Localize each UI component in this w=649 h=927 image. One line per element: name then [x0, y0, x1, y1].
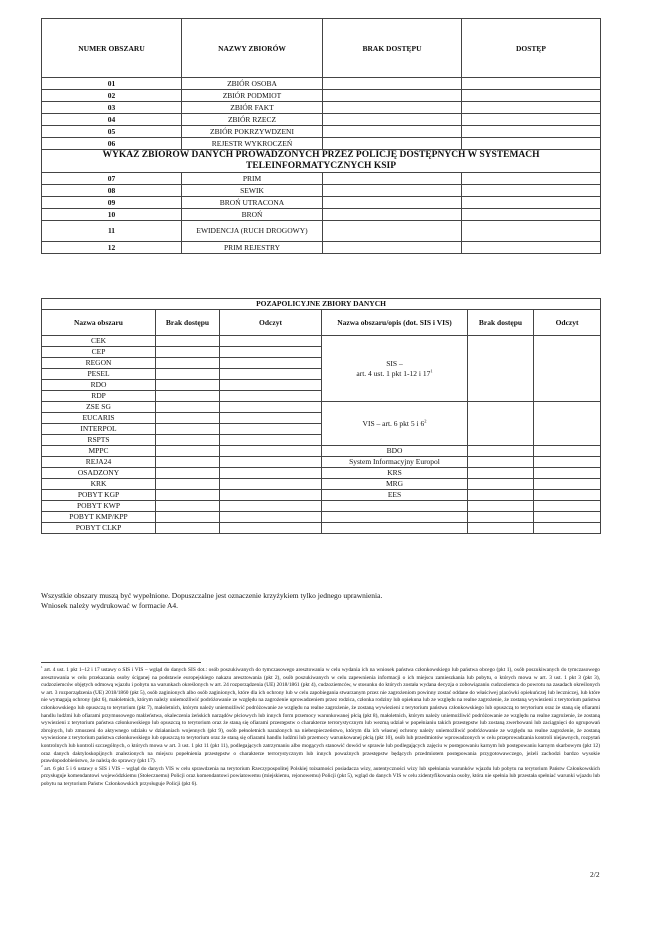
header-brak-dostepu: BRAK DOSTĘPU — [323, 19, 462, 78]
table-row: 06 REJESTR WYKROCZEŃ — [42, 138, 601, 150]
table-row: MPPC BDO — [42, 446, 601, 457]
brak-dostepu-cell[interactable] — [323, 78, 462, 90]
table-row: RDP — [42, 391, 601, 402]
table2-title: POZAPOLICYJNE ZBIORY DANYCH — [42, 299, 601, 310]
brak-dostepu-cell[interactable] — [323, 126, 462, 138]
odczyt-cell[interactable] — [220, 347, 322, 358]
dostep-cell[interactable] — [462, 173, 601, 185]
dostep-cell[interactable] — [462, 90, 601, 102]
brak-dostepu-cell[interactable] — [323, 114, 462, 126]
table-row: EUCARIS — [42, 413, 601, 424]
dostep-cell[interactable] — [462, 221, 601, 242]
brak-dostepu-cell[interactable] — [156, 424, 220, 435]
dostep-cell[interactable] — [462, 197, 601, 209]
table-row: REGON — [42, 358, 601, 369]
table-row: POBYT KGP EES — [42, 490, 601, 501]
table-row: 04 ZBIÓR RZECZ — [42, 114, 601, 126]
vis-brak-dostepu-cell[interactable] — [468, 402, 534, 446]
header-brak-dostepu-right: Brak dostępu — [468, 310, 534, 336]
brak-dostepu-cell[interactable] — [156, 391, 220, 402]
brak-dostepu-cell[interactable] — [156, 457, 220, 468]
header-nazwa-opis-sis-vis: Nazwa obszaru/opis (dot. SIS i VIS) — [322, 310, 468, 336]
brak-dostepu-cell[interactable] — [468, 468, 534, 479]
empty-cell — [322, 512, 468, 523]
odczyt-cell[interactable] — [220, 490, 322, 501]
dostep-cell[interactable] — [462, 138, 601, 150]
brak-dostepu-cell[interactable] — [468, 523, 534, 534]
table-row: 12 PRIM REJESTRY — [42, 242, 601, 254]
brak-dostepu-cell[interactable] — [156, 479, 220, 490]
odczyt-cell[interactable] — [220, 336, 322, 347]
dostep-cell[interactable] — [462, 114, 601, 126]
instruction-line: Wniosek należy wydrukować w formacie A4. — [41, 601, 179, 610]
dostep-cell[interactable] — [462, 185, 601, 197]
external-datasets-table — [41, 298, 601, 534]
odczyt-cell[interactable] — [534, 501, 601, 512]
table-row: CEP — [42, 347, 601, 358]
table-row: ZSE SG VIS – art. 6 pkt 5 i $6^2$ — [42, 402, 601, 413]
brak-dostepu-cell[interactable] — [156, 523, 220, 534]
odczyt-cell[interactable] — [534, 479, 601, 490]
odczyt-cell[interactable] — [534, 446, 601, 457]
page-number: 2/2 — [590, 870, 600, 879]
odczyt-cell[interactable] — [534, 468, 601, 479]
footnote-separator — [41, 662, 201, 663]
odczyt-cell[interactable] — [220, 468, 322, 479]
odczyt-cell[interactable] — [220, 402, 322, 413]
table-row: 10 BROŃ — [42, 209, 601, 221]
table-row: POBYT KWP — [42, 501, 601, 512]
odczyt-cell[interactable] — [534, 523, 601, 534]
brak-dostepu-cell[interactable] — [323, 138, 462, 150]
brak-dostepu-cell[interactable] — [156, 369, 220, 380]
header-odczyt-left: Odczyt — [220, 310, 322, 336]
brak-dostepu-cell[interactable] — [156, 512, 220, 523]
brak-dostepu-cell[interactable] — [468, 479, 534, 490]
table-row: CEK SIS – art. 4 ust. 1 pkt 1-12 i $17^1$ — [42, 336, 601, 347]
odczyt-cell[interactable] — [220, 512, 322, 523]
odczyt-cell[interactable] — [534, 512, 601, 523]
brak-dostepu-cell[interactable] — [323, 221, 462, 242]
table-row: RDO — [42, 380, 601, 391]
table-row: POBYT CLKP — [42, 523, 601, 534]
brak-dostepu-cell[interactable] — [156, 468, 220, 479]
odczyt-cell[interactable] — [220, 479, 322, 490]
brak-dostepu-cell[interactable] — [468, 446, 534, 457]
table-row: 07 PRIM — [42, 173, 601, 185]
brak-dostepu-cell[interactable] — [323, 209, 462, 221]
instructions — [41, 591, 600, 611]
table-row: 09 BROŃ UTRACONA — [42, 197, 601, 209]
brak-dostepu-cell[interactable] — [156, 347, 220, 358]
table-row: 11 EWIDENCJA (RUCH DROGOWY) — [42, 221, 601, 242]
table-row: PESEL — [42, 369, 601, 380]
footnote-1: $^1$ art. 4 ust. 1 pkt 1–12 i 17 ustawy o SIS i VIS – wgląd do danych SIS dot.: osób poszukiwanych do tymczasowego aresztowania w celu wydania ich na wniosek państwa członkowskiego lub państwa obcego (pkt 1), osób poszukiwanych do tymczasowego aresztowania w celu przekazania osoby ściganej na podstawie europejskiego nakazu aresztowania (pkt 2), osób poszukiwanych w celu zapewnienia informacji o ich miejscu zamieszkania lub pobytu, o których mowa w art. 3 ust. 1 pkt 3 (pkt 3), cudzoziemców objętych odmową wjazdu i pobytu na warunkach określonych w art. 24 rozporządzenia (UE) 2018/1861 (pkt 4), cudzoziemców, w stosunku do których została wydana decyzja o zobowiązaniu cudzoziemca do powrotu na zasadach określonych w art. 3 rozporządzenia (UE) 2018/1860 (pkt 5), osób zaginionych albo osób zaginionych, które dla ich ochrony lub w celu zapobiegania stwarzanym przez nie zagrożeniom powinny zostać oddane do właściwej placówki opiekuńczej lub leczniczej, lub które nie wymagają ochrony (pkt 6), małoletnich, którym należy uniemożliwić podróżowanie ze względu na zagrożenie uprowadzeniem przez rodzica, członka rodziny lub opiekuna lub ze względu na realne zagrożenie, że zostaną wywiezieni z terytorium państwa członkowskiego lub opuszczą to terytorium (pkt 7), małoletnich, którym należy uniemożliwić podróżowanie ze względu na realne zagrożenie, że zostaną wywiezieni z terytorium państwa członkowskiego lub opuszczą to terytorium oraz że staną się ofiarami handlu ludźmi lub ofiarami przymusowego małżeństwa, okaleczenia żeńskich narządów płciowych lub innych form przemocy warunkowanej płcią (pkt 8), małoletnich, którym należy uniemożliwić podróżowanie ze względu na realne zagrożenie, że zostaną wywiezieni z terytorium państwa członkowskiego lub opuszczą to terytorium oraz że staną się ofiarami przestępstw o charakterze terrorystycznym lub wezmą udział w popełnianiu takich przestępstw lub zostaną zwerbowani lub zaciągnięci do ugrupowań zbrojnych, lub zmuszeni do aktywnego udziału w działaniach wojennych (pkt 9), osób pełnoletnich narażonych na niebezpieczeństwo, którym dla ich własnej ochrony należy uniemożliwić podróżowanie ze względu na realne zagrożenie, że zostaną wywiezione z terytorium państwa członkowskiego lub opuszczą to terytorium oraz że staną się ofiarami handlu ludźmi lub przemocy warunkowanej płcią (pkt 10), osób lub przedmiotów wprowadzonych w celu przeprowadzania kontroli niejawnych, rozpytań kontrolnych lub kontroli szczególnych, o których mowa w art. 3 ust. 1 pkt 11 (pkt 11), podlegających zatrzymaniu albo mogących stanowić dowód w sprawie lub podlegających zajęciu w postępowaniu karnym lub postępowaniu karnym skarbowym (pkt 12) oraz danych daktyloskopijnych znalezionych na miejscu popełnienia przestępstw o charakterze terrorystycznym lub innych poważnych przestępstw będących przedmiotem postępowania przygotowawczego, jeżeli zachodzi bardzo wysokie prawdopodobieństwo, że należą do sprawcy (pkt 17). — [41, 665, 600, 765]
odczyt-cell[interactable] — [220, 523, 322, 534]
vis-description: VIS – art. 6 pkt 5 i $6^2$ — [322, 402, 468, 446]
odczyt-cell[interactable] — [220, 435, 322, 446]
empty-cell — [322, 523, 468, 534]
brak-dostepu-cell[interactable] — [323, 102, 462, 114]
odczyt-cell[interactable] — [220, 391, 322, 402]
brak-dostepu-cell[interactable] — [468, 457, 534, 468]
brak-dostepu-cell[interactable] — [156, 413, 220, 424]
brak-dostepu-cell[interactable] — [323, 197, 462, 209]
table-row: OSADZONY KRS — [42, 468, 601, 479]
table-row: 01 ZBIÓR OSOBA — [42, 78, 601, 90]
brak-dostepu-cell[interactable] — [323, 90, 462, 102]
instruction-line: Wszystkie obszary muszą być wypełnione. Dopuszczalne jest oznaczenie krzyżykiem tylko jednego uprawnienia. — [41, 591, 383, 600]
table-row: REJA24 System Informacyjny Europol — [42, 457, 601, 468]
table-row: 02 ZBIÓR PODMIOT — [42, 90, 601, 102]
brak-dostepu-cell[interactable] — [323, 242, 462, 254]
odczyt-cell[interactable] — [534, 457, 601, 468]
sis-description: SIS – art. 4 ust. 1 pkt 1-12 i $17^1$ — [322, 336, 468, 402]
odczyt-cell[interactable] — [220, 380, 322, 391]
header-odczyt-right: Odczyt — [534, 310, 601, 336]
table-row: 05 ZBIÓR POKRZYWDZENI — [42, 126, 601, 138]
brak-dostepu-cell[interactable] — [156, 446, 220, 457]
table-row: KRK MRG — [42, 479, 601, 490]
header-dostep: DOSTĘP — [462, 19, 601, 78]
table-row: RSPTS — [42, 435, 601, 446]
section-title-ksip: WYKAZ ZBIORÓW DANYCH PROWADZONYCH PRZEZ POLICJĘ DOSTĘPNYCH W SYSTEMACH TELEINFORMATYCZNYCH KSIP — [42, 150, 601, 173]
odczyt-cell[interactable] — [220, 424, 322, 435]
brak-dostepu-cell[interactable] — [156, 336, 220, 347]
brak-dostepu-cell[interactable] — [156, 402, 220, 413]
header-numer-obszaru: NUMER OBSZARU — [42, 19, 182, 78]
odczyt-cell[interactable] — [220, 413, 322, 424]
vis-odczyt-cell[interactable] — [534, 402, 601, 446]
odczyt-cell[interactable] — [220, 369, 322, 380]
table-row: 08 SEWIK — [42, 185, 601, 197]
header-nazwy-zbiorow: NAZWY ZBIORÓW — [182, 19, 323, 78]
dostep-cell[interactable] — [462, 78, 601, 90]
footnote-2: $^2$ art. 6 pkt 5 i 6 ustawy o SIS i VIS – wgląd do danych VIS w celu sprawdzenia na terytorium Rzeczypospolitej Polskiej tożsamości posiadacza wizy, autentyczności wizy lub spełniania warunków wjazdu lub pobytu na terytorium Państw Członkowskich przysługuje komendantowi wojewódzkiemu (Stołecznemu) Policji oraz komendantowi powiatowemu (miejskiemu, rejonowemu) Policji (pkt 5), wgląd do danych VIS w celu zidentyfikowania osoby, która nie spełnia lub przestała spełniać warunki wjazdu lub pobytu na terytorium Państw Członkowskich przysługuje Policji (pkt 6). — [41, 763, 600, 787]
table-row: INTERPOL — [42, 424, 601, 435]
brak-dostepu-cell[interactable] — [468, 501, 534, 512]
empty-cell — [322, 501, 468, 512]
odczyt-cell[interactable] — [220, 358, 322, 369]
brak-dostepu-cell[interactable] — [156, 358, 220, 369]
ksip-access-table — [41, 18, 601, 254]
brak-dostepu-cell[interactable] — [468, 512, 534, 523]
dostep-cell[interactable] — [462, 126, 601, 138]
brak-dostepu-cell[interactable] — [156, 380, 220, 391]
odczyt-cell[interactable] — [220, 457, 322, 468]
footnotes — [41, 667, 600, 789]
sis-odczyt-cell[interactable] — [534, 336, 601, 402]
brak-dostepu-cell[interactable] — [156, 490, 220, 501]
dostep-cell[interactable] — [462, 209, 601, 221]
header-brak-dostepu-left: Brak dostępu — [156, 310, 220, 336]
table-row: POBYT KMP/KPP — [42, 512, 601, 523]
brak-dostepu-cell[interactable] — [468, 490, 534, 501]
brak-dostepu-cell[interactable] — [156, 435, 220, 446]
sis-brak-dostepu-cell[interactable] — [468, 336, 534, 402]
brak-dostepu-cell[interactable] — [323, 173, 462, 185]
odczyt-cell[interactable] — [220, 446, 322, 457]
odczyt-cell[interactable] — [534, 490, 601, 501]
dostep-cell[interactable] — [462, 102, 601, 114]
dostep-cell[interactable] — [462, 242, 601, 254]
brak-dostepu-cell[interactable] — [156, 501, 220, 512]
odczyt-cell[interactable] — [220, 501, 322, 512]
header-nazwa-obszaru: Nazwa obszaru — [42, 310, 156, 336]
table-row: 03 ZBIÓR FAKT — [42, 102, 601, 114]
brak-dostepu-cell[interactable] — [323, 185, 462, 197]
